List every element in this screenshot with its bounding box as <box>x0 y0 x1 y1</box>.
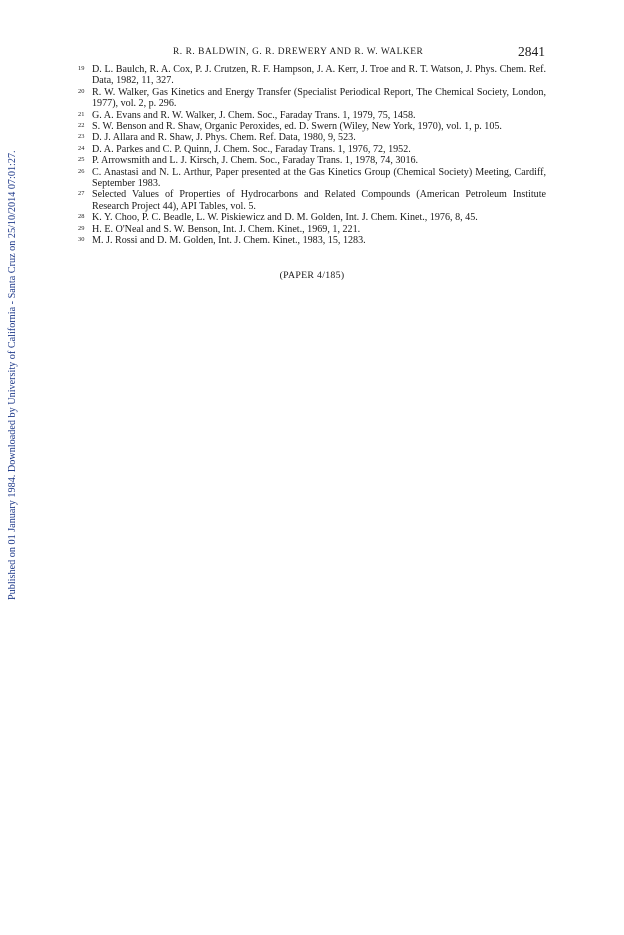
reference-item <box>78 121 546 132</box>
reference-item <box>78 110 546 121</box>
reference-item <box>78 87 546 110</box>
reference-number: 30 <box>78 236 85 244</box>
reference-text: P. Arrowsmith and L. J. Kirsch, J. Chem. Soc., Faraday Trans. 1, 1978, 74, 3016. <box>92 155 419 167</box>
reference-number: 24 <box>78 144 85 152</box>
reference-text: D. A. Parkes and C. P. Quinn, J. Chem. Soc., Faraday Trans. 1, 1976, 72, 1952. <box>92 143 411 155</box>
reference-number: 26 <box>78 167 85 175</box>
reference-number: 25 <box>78 156 85 164</box>
reference-item <box>78 235 546 246</box>
reference-item <box>78 155 546 166</box>
header-authors: R. R. BALDWIN, G. R. DREWERY AND R. W. WALKER <box>173 47 424 57</box>
reference-number: 22 <box>78 122 85 130</box>
reference-text: R. W. Walker, Gas Kinetics and Energy Transfer (Specialist Periodical Report, The Chemical Society, London, 1977), vol. 2, p. 296. <box>92 86 546 110</box>
reference-text: K. Y. Choo, P. C. Beadle, L. W. Piskiewicz and D. M. Golden, Int. J. Chem. Kinet., 1976, 8, 45. <box>92 212 478 224</box>
reference-text: H. E. O'Neal and S. W. Benson, Int. J. Chem. Kinet., 1969, 1, 221. <box>92 223 361 235</box>
paper-id: (PAPER 4/185) <box>279 270 345 281</box>
reference-text: D. L. Baulch, R. A. Cox, P. J. Crutzen, R. F. Hampson, J. A. Kerr, J. Troe and R. T. Watson, J. Phys. Chem. Ref. Data, 1982, 11, 327. <box>92 64 546 87</box>
reference-item <box>78 132 546 143</box>
reference-text: M. J. Rossi and D. M. Golden, Int. J. Chem. Kinet., 1983, 15, 1283. <box>92 235 366 247</box>
reference-number: 21 <box>78 110 85 118</box>
reference-number: 29 <box>78 224 85 232</box>
reference-item <box>78 224 546 235</box>
reference-text: S. W. Benson and R. Shaw, Organic Peroxides, ed. D. Swern (Wiley, New York, 1970), vol. 1, p. 105. <box>92 121 502 133</box>
download-watermark <box>4 100 18 600</box>
reference-number: 23 <box>78 133 85 141</box>
reference-text: D. J. Allara and R. Shaw, J. Phys. Chem. Ref. Data, 1980, 9, 523. <box>92 132 356 144</box>
page-number: 2841 <box>518 44 545 59</box>
reference-number: 20 <box>78 87 85 95</box>
reference-item <box>78 167 546 190</box>
reference-list <box>78 64 546 247</box>
download-watermark-text: Published on 01 January 1984. Downloaded by University of California - Santa Cruz on 25/10/2014 07:01:27. <box>7 150 18 600</box>
reference-text: G. A. Evans and R. W. Walker, J. Chem. Soc., Faraday Trans. 1, 1979, 75, 1458. <box>92 109 416 121</box>
reference-item <box>78 144 546 155</box>
running-header <box>85 45 545 61</box>
reference-item <box>78 64 546 87</box>
reference-text: Selected Values of Properties of Hydrocarbons and Related Compounds (American Petroleum Institute Research Project 44), API Tables, vol. 5. <box>92 189 546 212</box>
reference-text: C. Anastasi and N. L. Arthur, Paper presented at the Gas Kinetics Group (Chemical Society) Meeting, Cardiff, September 1983. <box>92 166 546 190</box>
reference-item <box>78 212 546 223</box>
reference-item <box>78 189 546 212</box>
reference-number: 27 <box>78 190 85 198</box>
reference-number: 19 <box>78 65 85 72</box>
reference-number: 28 <box>78 213 85 221</box>
